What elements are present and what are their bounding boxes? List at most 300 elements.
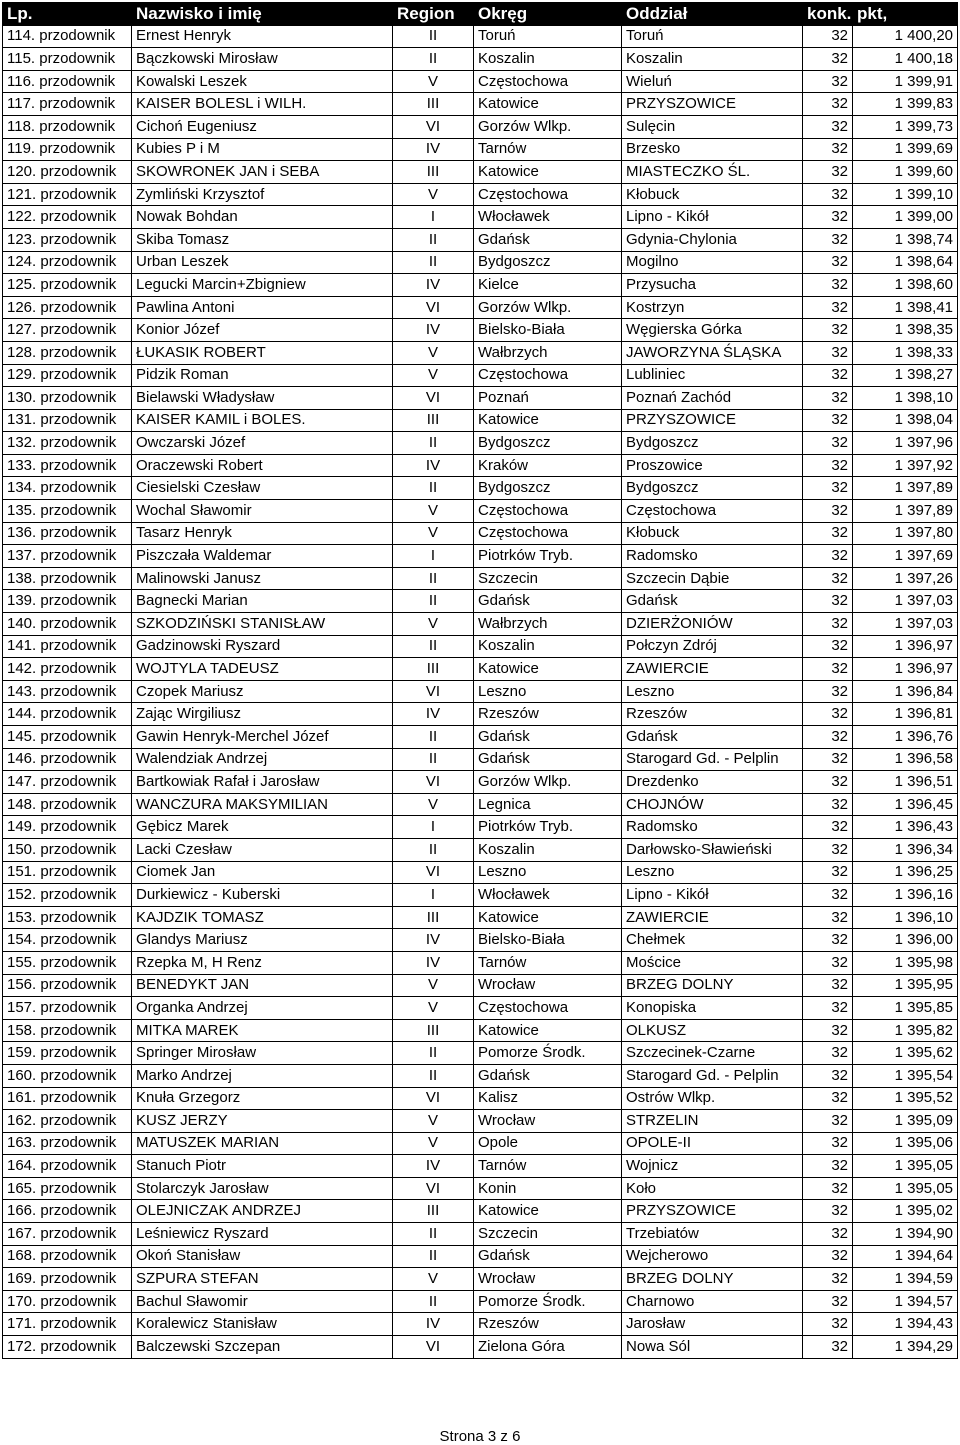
cell-region: VI — [393, 680, 474, 703]
cell-pkt: 1 399,69 — [853, 138, 958, 161]
cell-region: V — [393, 1110, 474, 1133]
cell-konk: 32 — [803, 1336, 853, 1359]
cell-name: KAISER KAMIL i BOLES. — [132, 409, 393, 432]
cell-okreg: Częstochowa — [474, 183, 622, 206]
cell-lp: 145. przodownik — [3, 726, 132, 749]
cell-pkt: 1 399,60 — [853, 161, 958, 184]
table-row — [3, 70, 958, 93]
header-row — [3, 3, 958, 26]
cell-name: Lacki Czesław — [132, 838, 393, 861]
table-row — [3, 974, 958, 997]
cell-name: Kubies P i M — [132, 138, 393, 161]
col-header-okreg: Okręg — [474, 3, 622, 26]
cell-okreg: Kalisz — [474, 1087, 622, 1110]
cell-name: OLEJNICZAK ANDRZEJ — [132, 1200, 393, 1223]
table-row — [3, 48, 958, 71]
cell-okreg: Gorzów Wlkp. — [474, 115, 622, 138]
cell-region: II — [393, 748, 474, 771]
cell-pkt: 1 397,69 — [853, 545, 958, 568]
table-row — [3, 816, 958, 839]
cell-name: Bączkowski Mirosław — [132, 48, 393, 71]
table-row — [3, 545, 958, 568]
cell-okreg: Kielce — [474, 274, 622, 297]
cell-name: WOJTYLA TADEUSZ — [132, 658, 393, 681]
cell-okreg: Katowice — [474, 906, 622, 929]
cell-pkt: 1 399,91 — [853, 70, 958, 93]
cell-pkt: 1 396,45 — [853, 793, 958, 816]
cell-region: II — [393, 477, 474, 500]
cell-pkt: 1 398,60 — [853, 274, 958, 297]
cell-pkt: 1 399,10 — [853, 183, 958, 206]
cell-konk: 32 — [803, 274, 853, 297]
cell-konk: 32 — [803, 997, 853, 1020]
cell-lp: 163. przodownik — [3, 1132, 132, 1155]
cell-region: II — [393, 726, 474, 749]
cell-oddzial: OLKUSZ — [622, 1019, 803, 1042]
table-row — [3, 680, 958, 703]
cell-oddzial: Jarosław — [622, 1313, 803, 1336]
table-row — [3, 1110, 958, 1133]
cell-konk: 32 — [803, 500, 853, 523]
col-header-konk: konk. — [803, 3, 853, 26]
cell-konk: 32 — [803, 590, 853, 613]
cell-name: Gębicz Marek — [132, 816, 393, 839]
table-row — [3, 251, 958, 274]
cell-region: V — [393, 974, 474, 997]
cell-okreg: Częstochowa — [474, 500, 622, 523]
cell-lp: 158. przodownik — [3, 1019, 132, 1042]
table-row — [3, 793, 958, 816]
cell-lp: 151. przodownik — [3, 861, 132, 884]
cell-name: Tasarz Henryk — [132, 522, 393, 545]
cell-lp: 136. przodownik — [3, 522, 132, 545]
table-row — [3, 25, 958, 48]
cell-oddzial: Wejcherowo — [622, 1245, 803, 1268]
cell-name: Leśniewicz Ryszard — [132, 1223, 393, 1246]
cell-konk: 32 — [803, 1064, 853, 1087]
cell-okreg: Wałbrzych — [474, 341, 622, 364]
cell-okreg: Tarnów — [474, 138, 622, 161]
cell-oddzial: Poznań Zachód — [622, 387, 803, 410]
cell-pkt: 1 395,05 — [853, 1177, 958, 1200]
table-row — [3, 432, 958, 455]
table-row — [3, 1245, 958, 1268]
cell-name: Pidzik Roman — [132, 364, 393, 387]
cell-okreg: Bydgoszcz — [474, 432, 622, 455]
cell-lp: 140. przodownik — [3, 613, 132, 636]
cell-pkt: 1 397,26 — [853, 567, 958, 590]
cell-lp: 120. przodownik — [3, 161, 132, 184]
cell-lp: 115. przodownik — [3, 48, 132, 71]
cell-lp: 153. przodownik — [3, 906, 132, 929]
cell-oddzial: Gdynia-Chylonia — [622, 228, 803, 251]
cell-oddzial: Szczecinek-Czarne — [622, 1042, 803, 1065]
table-row — [3, 296, 958, 319]
cell-konk: 32 — [803, 680, 853, 703]
cell-oddzial: Kostrzyn — [622, 296, 803, 319]
cell-konk: 32 — [803, 296, 853, 319]
cell-region: VI — [393, 296, 474, 319]
cell-name: Knuła Grzegorz — [132, 1087, 393, 1110]
cell-konk: 32 — [803, 1223, 853, 1246]
cell-region: V — [393, 183, 474, 206]
cell-name: Zając Wirgiliusz — [132, 703, 393, 726]
table-row — [3, 228, 958, 251]
cell-oddzial: ZAWIERCIE — [622, 658, 803, 681]
cell-okreg: Bielsko-Biała — [474, 319, 622, 342]
col-header-name: Nazwisko i imię — [132, 3, 393, 26]
cell-lp: 159. przodownik — [3, 1042, 132, 1065]
table-row — [3, 1155, 958, 1178]
cell-oddzial: Gdańsk — [622, 590, 803, 613]
cell-okreg: Wrocław — [474, 974, 622, 997]
cell-pkt: 1 397,03 — [853, 590, 958, 613]
cell-region: IV — [393, 454, 474, 477]
cell-oddzial: Radomsko — [622, 816, 803, 839]
cell-lp: 116. przodownik — [3, 70, 132, 93]
cell-oddzial: BRZEG DOLNY — [622, 1268, 803, 1291]
cell-region: VI — [393, 387, 474, 410]
cell-okreg: Legnica — [474, 793, 622, 816]
cell-lp: 118. przodownik — [3, 115, 132, 138]
cell-name: MITKA MAREK — [132, 1019, 393, 1042]
table-row — [3, 1042, 958, 1065]
cell-konk: 32 — [803, 228, 853, 251]
cell-lp: 128. przodownik — [3, 341, 132, 364]
cell-okreg: Wrocław — [474, 1110, 622, 1133]
cell-pkt: 1 396,51 — [853, 771, 958, 794]
cell-konk: 32 — [803, 1042, 853, 1065]
cell-konk: 32 — [803, 70, 853, 93]
cell-konk: 32 — [803, 432, 853, 455]
cell-oddzial: ZAWIERCIE — [622, 906, 803, 929]
cell-region: IV — [393, 929, 474, 952]
cell-oddzial: JAWORZYNA ŚLĄSKA — [622, 341, 803, 364]
cell-oddzial: Koszalin — [622, 48, 803, 71]
cell-region: III — [393, 1019, 474, 1042]
cell-region: III — [393, 93, 474, 116]
cell-oddzial: Węgierska Górka — [622, 319, 803, 342]
cell-okreg: Gdańsk — [474, 1064, 622, 1087]
cell-konk: 32 — [803, 635, 853, 658]
cell-pkt: 1 399,00 — [853, 206, 958, 229]
cell-konk: 32 — [803, 1245, 853, 1268]
cell-okreg: Koszalin — [474, 838, 622, 861]
cell-name: Gawin Henryk-Merchel Józef — [132, 726, 393, 749]
cell-okreg: Wałbrzych — [474, 613, 622, 636]
cell-region: VI — [393, 1336, 474, 1359]
table-row — [3, 138, 958, 161]
cell-lp: 155. przodownik — [3, 951, 132, 974]
table-row — [3, 997, 958, 1020]
cell-konk: 32 — [803, 906, 853, 929]
cell-okreg: Pomorze Środk. — [474, 1042, 622, 1065]
cell-name: Pawlina Antoni — [132, 296, 393, 319]
cell-name: Gadzinowski Ryszard — [132, 635, 393, 658]
cell-region: II — [393, 635, 474, 658]
cell-oddzial: Bydgoszcz — [622, 477, 803, 500]
cell-okreg: Częstochowa — [474, 522, 622, 545]
cell-pkt: 1 394,59 — [853, 1268, 958, 1291]
cell-name: Bagnecki Marian — [132, 590, 393, 613]
cell-lp: 161. przodownik — [3, 1087, 132, 1110]
cell-region: IV — [393, 703, 474, 726]
cell-okreg: Koszalin — [474, 635, 622, 658]
cell-okreg: Piotrków Tryb. — [474, 545, 622, 568]
cell-region: III — [393, 1200, 474, 1223]
cell-lp: 142. przodownik — [3, 658, 132, 681]
cell-pkt: 1 398,74 — [853, 228, 958, 251]
cell-region: I — [393, 206, 474, 229]
cell-konk: 32 — [803, 884, 853, 907]
cell-oddzial: Kłobuck — [622, 522, 803, 545]
cell-oddzial: Starogard Gd. - Pelplin — [622, 748, 803, 771]
cell-konk: 32 — [803, 387, 853, 410]
cell-lp: 137. przodownik — [3, 545, 132, 568]
col-header-lp: Lp. — [3, 3, 132, 26]
cell-okreg: Częstochowa — [474, 997, 622, 1020]
cell-pkt: 1 399,83 — [853, 93, 958, 116]
cell-lp: 125. przodownik — [3, 274, 132, 297]
cell-name: Springer Mirosław — [132, 1042, 393, 1065]
cell-name: MATUSZEK MARIAN — [132, 1132, 393, 1155]
cell-okreg: Tarnów — [474, 951, 622, 974]
cell-konk: 32 — [803, 183, 853, 206]
cell-name: KAISER BOLESL i WILH. — [132, 93, 393, 116]
cell-pkt: 1 396,00 — [853, 929, 958, 952]
cell-konk: 32 — [803, 613, 853, 636]
table-row — [3, 522, 958, 545]
cell-pkt: 1 395,82 — [853, 1019, 958, 1042]
cell-region: IV — [393, 1155, 474, 1178]
cell-lp: 150. przodownik — [3, 838, 132, 861]
cell-lp: 149. przodownik — [3, 816, 132, 839]
cell-konk: 32 — [803, 545, 853, 568]
cell-pkt: 1 396,34 — [853, 838, 958, 861]
cell-pkt: 1 395,52 — [853, 1087, 958, 1110]
cell-name: Legucki Marcin+Zbigniew — [132, 274, 393, 297]
cell-oddzial: STRZELIN — [622, 1110, 803, 1133]
table-row — [3, 861, 958, 884]
cell-konk: 32 — [803, 567, 853, 590]
cell-konk: 32 — [803, 25, 853, 48]
cell-lp: 123. przodownik — [3, 228, 132, 251]
cell-oddzial: DZIERŻONIÓW — [622, 613, 803, 636]
cell-konk: 32 — [803, 522, 853, 545]
table-row — [3, 1268, 958, 1291]
cell-oddzial: PRZYSZOWICE — [622, 1200, 803, 1223]
cell-name: BENEDYKT JAN — [132, 974, 393, 997]
cell-lp: 134. przodownik — [3, 477, 132, 500]
cell-okreg: Gorzów Wlkp. — [474, 296, 622, 319]
cell-name: Ciesielski Czesław — [132, 477, 393, 500]
cell-oddzial: BRZEG DOLNY — [622, 974, 803, 997]
table-row — [3, 319, 958, 342]
cell-lp: 146. przodownik — [3, 748, 132, 771]
table-row — [3, 951, 958, 974]
cell-pkt: 1 396,97 — [853, 658, 958, 681]
cell-name: Bachul Sławomir — [132, 1290, 393, 1313]
cell-pkt: 1 396,81 — [853, 703, 958, 726]
table-row — [3, 1087, 958, 1110]
cell-region: II — [393, 590, 474, 613]
cell-oddzial: Leszno — [622, 680, 803, 703]
cell-pkt: 1 394,90 — [853, 1223, 958, 1246]
table-row — [3, 364, 958, 387]
cell-oddzial: Koło — [622, 1177, 803, 1200]
table-row — [3, 703, 958, 726]
table-row — [3, 1223, 958, 1246]
cell-lp: 141. przodownik — [3, 635, 132, 658]
cell-okreg: Leszno — [474, 861, 622, 884]
cell-region: I — [393, 545, 474, 568]
cell-oddzial: Wojnicz — [622, 1155, 803, 1178]
col-header-pkt: pkt, — [853, 3, 958, 26]
cell-lp: 138. przodownik — [3, 567, 132, 590]
table-row — [3, 161, 958, 184]
cell-name: Organka Andrzej — [132, 997, 393, 1020]
cell-region: II — [393, 1223, 474, 1246]
cell-region: V — [393, 70, 474, 93]
cell-konk: 32 — [803, 364, 853, 387]
cell-oddzial: Rzeszów — [622, 703, 803, 726]
cell-konk: 32 — [803, 115, 853, 138]
cell-name: KAJDZIK TOMASZ — [132, 906, 393, 929]
table-row — [3, 1177, 958, 1200]
cell-pkt: 1 397,92 — [853, 454, 958, 477]
cell-konk: 32 — [803, 1019, 853, 1042]
cell-name: Marko Andrzej — [132, 1064, 393, 1087]
cell-konk: 32 — [803, 974, 853, 997]
cell-okreg: Gorzów Wlkp. — [474, 771, 622, 794]
col-header-oddzial: Oddział — [622, 3, 803, 26]
cell-okreg: Częstochowa — [474, 364, 622, 387]
cell-okreg: Rzeszów — [474, 703, 622, 726]
cell-oddzial: Nowa Sól — [622, 1336, 803, 1359]
cell-oddzial: PRZYSZOWICE — [622, 409, 803, 432]
cell-oddzial: Chełmek — [622, 929, 803, 952]
table-body — [3, 25, 958, 1358]
cell-region: V — [393, 613, 474, 636]
cell-konk: 32 — [803, 658, 853, 681]
table-row — [3, 183, 958, 206]
table-row — [3, 884, 958, 907]
cell-konk: 32 — [803, 1177, 853, 1200]
cell-oddzial: OPOLE-II — [622, 1132, 803, 1155]
cell-pkt: 1 394,29 — [853, 1336, 958, 1359]
table-row — [3, 658, 958, 681]
table-row — [3, 613, 958, 636]
cell-oddzial: Proszowice — [622, 454, 803, 477]
cell-pkt: 1 395,54 — [853, 1064, 958, 1087]
cell-okreg: Zielona Góra — [474, 1336, 622, 1359]
cell-lp: 130. przodownik — [3, 387, 132, 410]
cell-name: Rzepka M, H Renz — [132, 951, 393, 974]
cell-okreg: Częstochowa — [474, 70, 622, 93]
cell-pkt: 1 395,05 — [853, 1155, 958, 1178]
cell-name: SZKODZIŃSKI STANISŁAW — [132, 613, 393, 636]
cell-oddzial: Przysucha — [622, 274, 803, 297]
cell-oddzial: PRZYSZOWICE — [622, 93, 803, 116]
cell-oddzial: Toruń — [622, 25, 803, 48]
cell-region: VI — [393, 1177, 474, 1200]
cell-pkt: 1 397,96 — [853, 432, 958, 455]
cell-region: V — [393, 341, 474, 364]
cell-lp: 144. przodownik — [3, 703, 132, 726]
cell-oddzial: Trzebiatów — [622, 1223, 803, 1246]
cell-pkt: 1 396,25 — [853, 861, 958, 884]
cell-konk: 32 — [803, 454, 853, 477]
cell-oddzial: Darłowsko-Sławieński — [622, 838, 803, 861]
cell-lp: 143. przodownik — [3, 680, 132, 703]
cell-region: II — [393, 838, 474, 861]
cell-region: IV — [393, 274, 474, 297]
cell-name: Wochal Sławomir — [132, 500, 393, 523]
cell-name: Ciomek Jan — [132, 861, 393, 884]
cell-lp: 126. przodownik — [3, 296, 132, 319]
cell-okreg: Szczecin — [474, 567, 622, 590]
cell-lp: 154. przodownik — [3, 929, 132, 952]
page-number: Strona 3 z 6 — [439, 1428, 521, 1445]
cell-name: Ernest Henryk — [132, 25, 393, 48]
cell-pkt: 1 398,04 — [853, 409, 958, 432]
cell-konk: 32 — [803, 319, 853, 342]
cell-name: Cichoń Eugeniusz — [132, 115, 393, 138]
cell-oddzial: Lubliniec — [622, 364, 803, 387]
cell-oddzial: Charnowo — [622, 1290, 803, 1313]
cell-oddzial: Wieluń — [622, 70, 803, 93]
cell-konk: 32 — [803, 1313, 853, 1336]
results-table — [2, 2, 958, 1359]
cell-name: Stanuch Piotr — [132, 1155, 393, 1178]
cell-okreg: Katowice — [474, 1019, 622, 1042]
cell-okreg: Piotrków Tryb. — [474, 816, 622, 839]
cell-pkt: 1 397,03 — [853, 613, 958, 636]
cell-region: II — [393, 48, 474, 71]
cell-konk: 32 — [803, 703, 853, 726]
cell-okreg: Gdańsk — [474, 748, 622, 771]
cell-konk: 32 — [803, 251, 853, 274]
cell-okreg: Kraków — [474, 454, 622, 477]
cell-okreg: Gdańsk — [474, 228, 622, 251]
table-row — [3, 274, 958, 297]
cell-konk: 32 — [803, 1155, 853, 1178]
table-row — [3, 1132, 958, 1155]
cell-konk: 32 — [803, 206, 853, 229]
cell-konk: 32 — [803, 161, 853, 184]
table-row — [3, 748, 958, 771]
cell-region: IV — [393, 951, 474, 974]
table-row — [3, 206, 958, 229]
cell-konk: 32 — [803, 1290, 853, 1313]
cell-name: Walendziak Andrzej — [132, 748, 393, 771]
cell-lp: 119. przodownik — [3, 138, 132, 161]
cell-okreg: Katowice — [474, 161, 622, 184]
cell-pkt: 1 396,76 — [853, 726, 958, 749]
cell-region: II — [393, 1290, 474, 1313]
cell-okreg: Tarnów — [474, 1155, 622, 1178]
cell-region: V — [393, 793, 474, 816]
cell-region: VI — [393, 771, 474, 794]
cell-konk: 32 — [803, 1268, 853, 1291]
cell-region: II — [393, 1064, 474, 1087]
cell-region: IV — [393, 1313, 474, 1336]
cell-region: VI — [393, 861, 474, 884]
cell-pkt: 1 395,62 — [853, 1042, 958, 1065]
table-row — [3, 1290, 958, 1313]
cell-name: Owczarski Józef — [132, 432, 393, 455]
cell-oddzial: Bydgoszcz — [622, 432, 803, 455]
